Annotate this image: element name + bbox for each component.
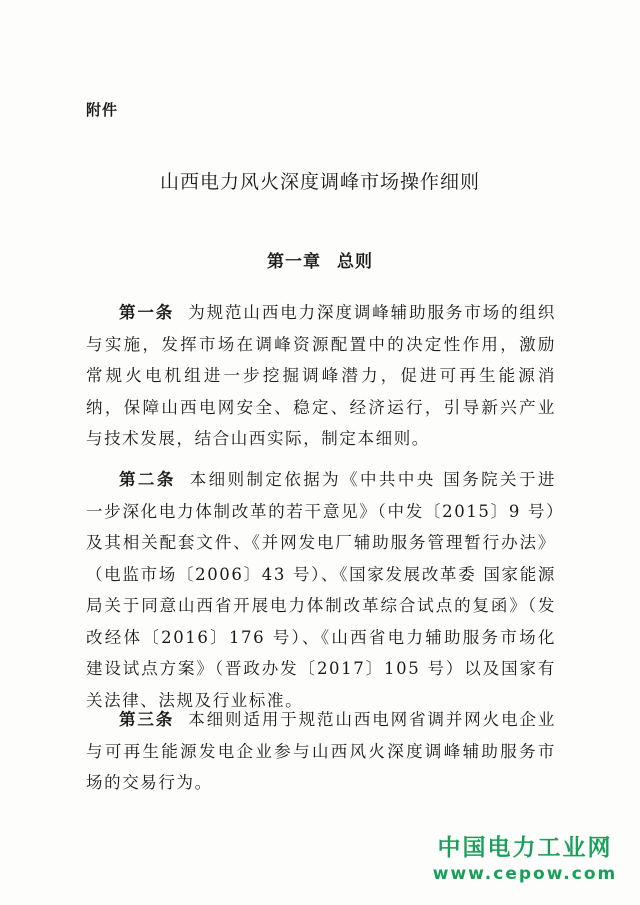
article-1 — [86, 297, 556, 455]
watermark-url: www.cepow.com — [432, 864, 618, 884]
article-3-label: 第三条 — [119, 710, 175, 729]
site-watermark — [430, 833, 620, 885]
annex-label: 附件 — [86, 101, 119, 119]
article-1-label: 第一条 — [119, 303, 175, 322]
document-title: 山西电力风火深度调峰市场操作细则 — [159, 171, 480, 193]
article-1-text: 为规范山西电力深度调峰辅助服务市场的组织与实施，发挥市场在调峰资源配置中的决定性作用，激励常规火电机组进一步挖掘调峰潜力，促进可再生能源消纳，保障山西电网安全、稳定、经济运行，引导新兴产业与技术发展，结合山西实际，制定本细则。 — [86, 303, 556, 448]
chapter-number: 第一章 — [267, 252, 321, 272]
chapter-name: 总则 — [337, 252, 373, 272]
article-3-text: 本细则适用于规范山西电网省调并网火电企业与可再生能源发电企业参与山西风火深度调峰辅助服务市场的交易行为。 — [86, 710, 556, 792]
watermark-name: 中国电力工业网 — [437, 835, 613, 861]
article-3 — [86, 704, 556, 799]
chapter-heading — [0, 247, 640, 272]
article-2 — [86, 464, 556, 716]
article-2-text: 本细则制定依据为《中共中央 国务院关于进一步深化电力体制改革的若干意见》（中发〔2015〕9 号）及其相关配套文件、《并网发电厂辅助服务管理暂行办法》（电监市场〔2006〕43 号）、《国家发展改革委 国家能源局关于同意山西省开展电力体制改革综合试点的复函》（发改经体〔2016〕176 号）、《山西省电力辅助服务市场化建设试点方案》（晋政办发〔2017〕105 号）以及国家有关法律、法规及行业标准。 — [86, 470, 556, 710]
article-2-label: 第二条 — [119, 470, 176, 489]
